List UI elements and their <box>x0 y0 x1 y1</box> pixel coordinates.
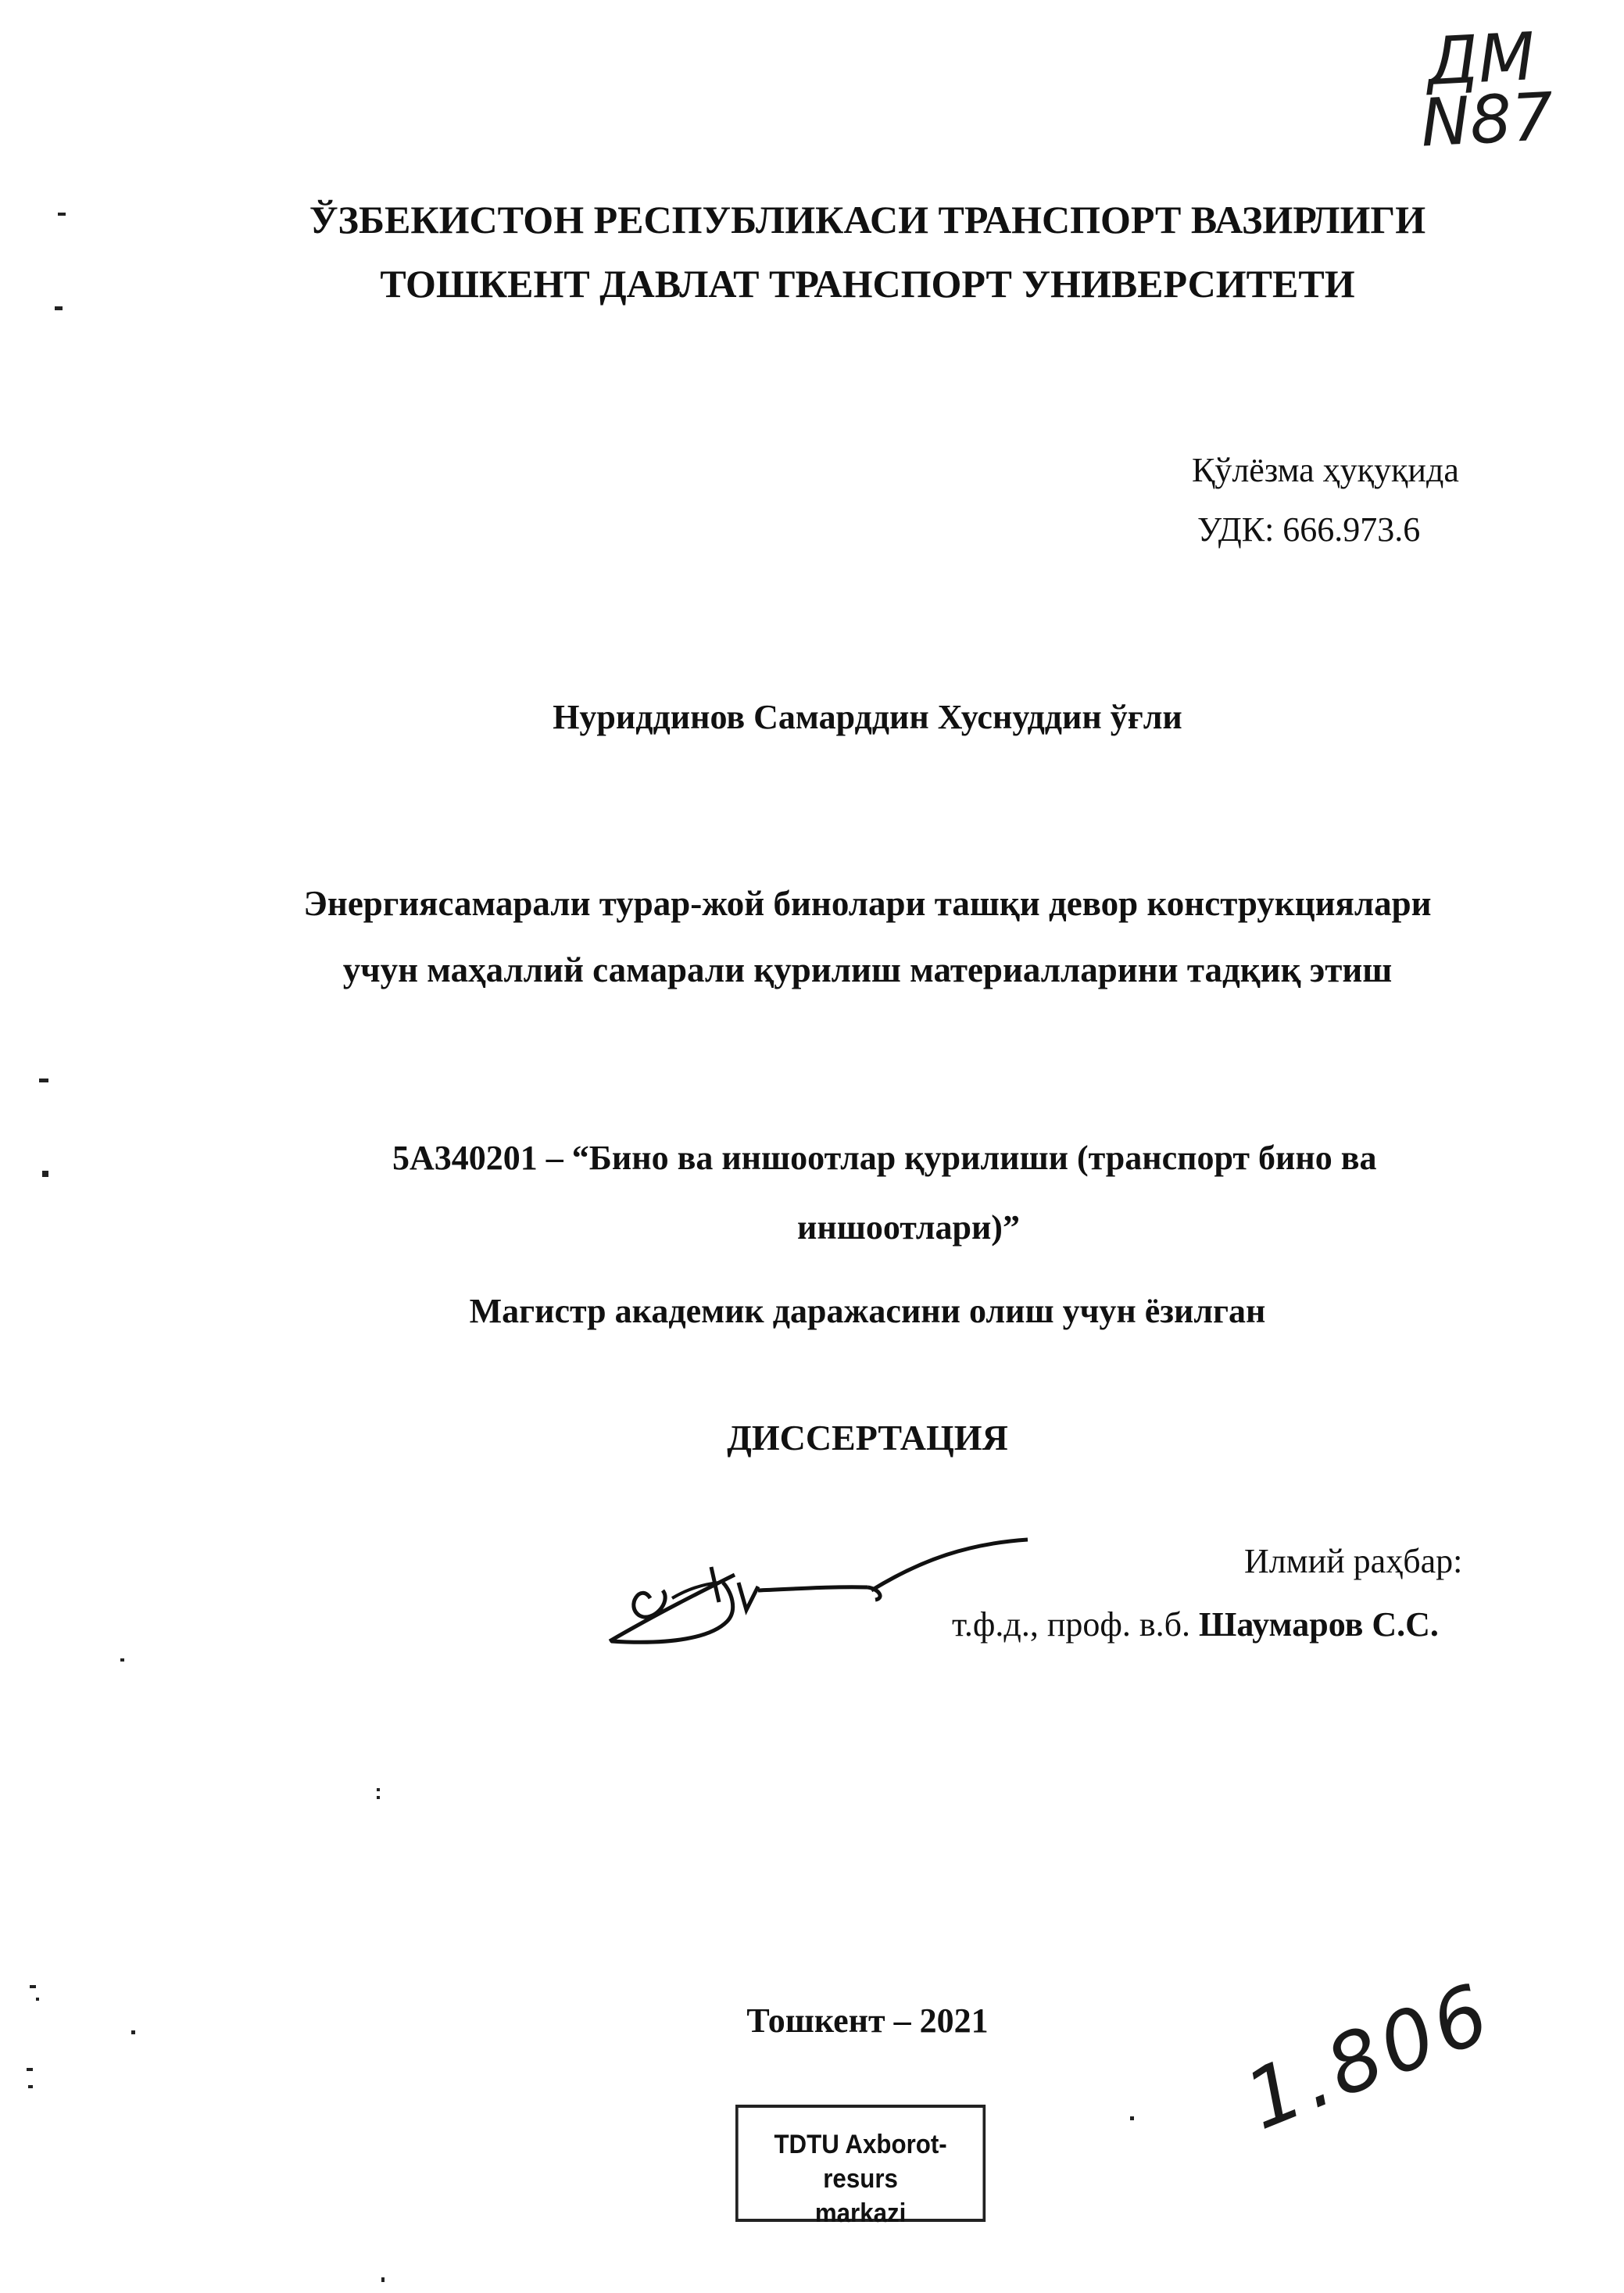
stamp-line1: TDTU Axborot-resurs <box>774 2130 947 2194</box>
author-name: Нуриддинов Самарддин Хуснуддин ўғли <box>553 698 1182 736</box>
thesis-title-line1: Энергиясамарали турар-жой бинолари ташқи девор конструкциялари <box>303 884 1432 923</box>
scan-speck <box>39 1079 48 1082</box>
scan-speck <box>42 1171 48 1177</box>
advisor-label: Илмий раҳбар: <box>1244 1542 1463 1580</box>
manuscript-rights: Қўлёзма ҳуқуқида <box>1192 451 1459 489</box>
handwritten-number: 1.806 <box>1232 1964 1506 2148</box>
scan-speck <box>30 1985 36 1988</box>
advisor-credentials: т.ф.д., проф. в.б. <box>952 1605 1191 1644</box>
archive-code-handwritten <box>1418 18 1556 162</box>
scan-speck <box>58 213 66 216</box>
specialty-line2: иншоотлари)” <box>797 1208 1020 1247</box>
scan-speck <box>377 1788 380 1791</box>
scan-speck <box>377 1796 380 1799</box>
signature-image <box>594 1528 1032 1653</box>
ministry-heading: ЎЗБЕКИСТОН РЕСПУБЛИКАСИ ТРАНСПОРТ ВАЗИРЛИГИ <box>309 198 1426 241</box>
thesis-title-line2: учун маҳаллий самарали қурилиш материалларини тадқиқ этиш <box>342 950 1393 989</box>
scan-speck <box>131 2030 135 2034</box>
place-year: Тошкент – 2021 <box>746 2001 989 2040</box>
specialty-line1: 5A340201 – “Бино ва иншоотлар қурилиши (транспорт бино ва <box>392 1139 1377 1177</box>
degree-statement: Магистр академик даражасини олиш учун ёзилган <box>469 1292 1266 1330</box>
scan-speck <box>120 1658 124 1662</box>
udc-code: УДК: 666.973.6 <box>1197 510 1421 549</box>
stamp-line2: markazi <box>814 2198 907 2228</box>
archive-code-line2: N87 <box>1418 77 1556 162</box>
university-heading: ТОШКЕНТ ДАВЛАТ ТРАНСПОРТ УНИВЕРСИТЕТИ <box>380 262 1355 306</box>
library-stamp <box>735 2105 985 2228</box>
scan-speck <box>1130 2116 1134 2120</box>
scan-speck <box>36 1998 39 2001</box>
scan-speck <box>27 2068 33 2071</box>
scan-speck <box>55 306 63 310</box>
advisor-name: Шаумаров С.С. <box>1199 1605 1439 1644</box>
archive-code-line1: ДМ <box>1425 18 1537 101</box>
document-type: ДИССЕРТАЦИЯ <box>727 1418 1008 1458</box>
scan-speck <box>28 2085 33 2088</box>
scan-speck <box>381 2277 385 2282</box>
